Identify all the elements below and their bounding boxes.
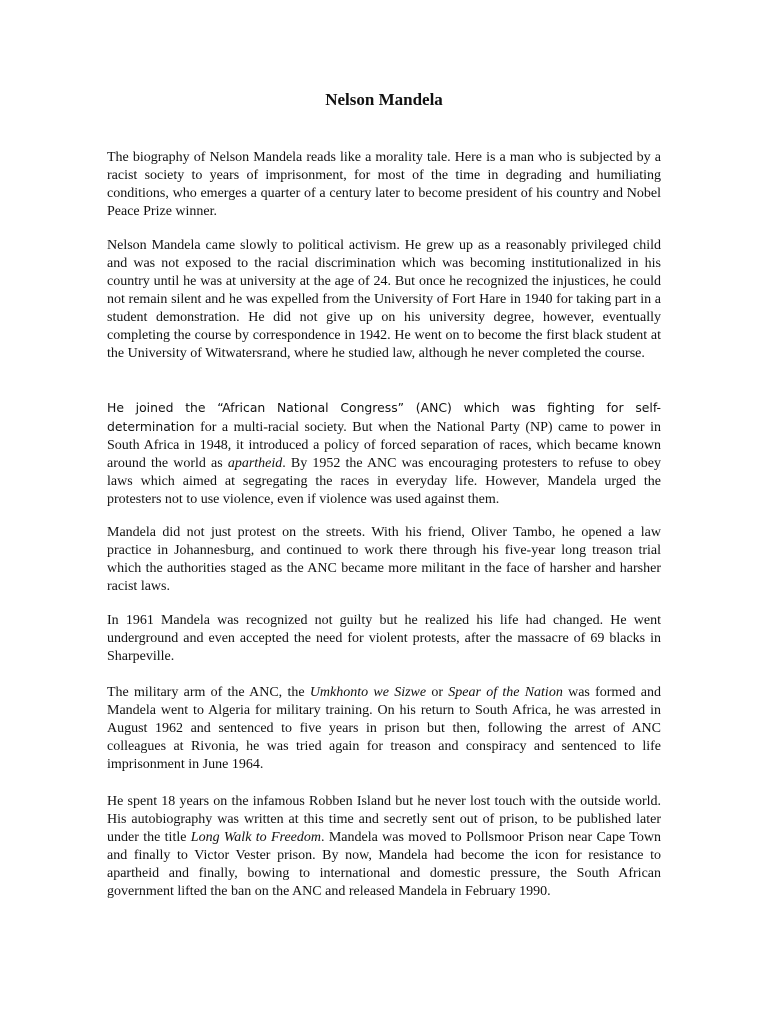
apartheid-term: apartheid (227, 456, 283, 471)
paragraph-underground: In 1961 Mandela was recognized not guilty but he realized his life had changed. He went underground and even accepted the need for violent protests, after the massacre of 69 blacks in Sharpeville. (107, 613, 661, 664)
paragraph-robben-island (107, 793, 661, 901)
paragraph-military-text-end: was formed and Mandela went to Algeria for military training. On his return to South Africa, he was arrested in August 1962 and sentenced to five years in prison but then, following the arrest of ANC colleagues at Rivonia, he was tried again for treason and conspiracy and sentenced to life imprisonment in June 1964. (107, 685, 662, 772)
paragraph-anc-text: for a multi-racial society. But when the National Party (NP) came to power in South Africa in 1948, it introduced a policy of forced separation of races, which became known around the world as (107, 420, 661, 471)
paragraph-military-arm (107, 684, 661, 774)
spear-term: Spear of the Nation (448, 685, 563, 700)
umkhonto-term: Umkhonto we Sizwe (309, 685, 427, 700)
paragraph-military-text-start: The military arm of the ANC, the (107, 685, 310, 700)
page-title: Nelson Mandela (325, 90, 443, 109)
paragraph-military-or: or (426, 685, 449, 700)
paragraph-robben-text-start: He spent 18 years on the infamous Robben Island but he never lost touch with the outside world. His autobiography was written at this time and secretly sent out of prison, to be published later under the title (107, 794, 661, 845)
paragraph-intro: The biography of Nelson Mandela reads like a morality tale. Here is a man who is subjected by a racist society to years of imprisonment, for most of the time in degrading and humiliating conditions, who emerges a quarter of a century later to become president of his country and Nobel Peace Prize winner. (107, 150, 661, 219)
paragraph-anc (107, 399, 661, 509)
book-title: Long Walk to Freedom (190, 830, 322, 845)
paragraph-law-practice: Mandela did not just protest on the streets. With his friend, Oliver Tambo, he opened a law practice in Johannesburg, and continued to work there through his five-year long treason trial which the authorities staged as the ANC became more militant in the face of harsher and harsher racist laws. (107, 525, 661, 594)
paragraph-robben-text-end: . Mandela was moved to Pollsmoor Prison near Cape Town and finally to Victor Vester prison. By now, Mandela had become the icon for resistance to apartheid and finally, bowing to international and domestic pressure, the South African government lifted the ban on the ANC and released Mandela in February 1990. (107, 830, 661, 899)
paragraph-anc-text-end: . By 1952 the ANC was encouraging protesters to refuse to obey laws which aimed at segregating the races in everyday life. However, Mandela urged the protesters not to use violence, even if violence was used against them. (107, 456, 661, 507)
paragraph-anc-first-line: He joined the “African National Congress” (ANC) which was fighting for self-determination (107, 400, 661, 434)
paragraph-activism: Nelson Mandela came slowly to political activism. He grew up as a reasonably privileged child and was not exposed to the racial discrimination which was becoming institutionalized in his country until he was at university at the age of 24. But once he recognized the injustices, he could not remain silent and he was expelled from the University of Fort Hare in 1940 for taking part in a student demonstration. He did not give up on his university degree, however, eventually completing the course by correspondence in 1942. He went on to become the first black student at the University of Witwatersrand, where he studied law, although he never completed the course. (107, 238, 661, 361)
